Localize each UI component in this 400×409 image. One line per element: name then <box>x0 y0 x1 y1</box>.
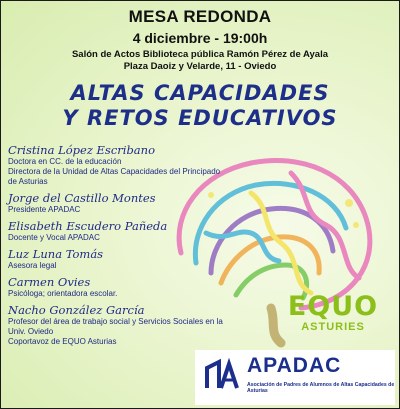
speaker-item <box>8 303 223 347</box>
main-title-line-1: ALTAS CAPACIDADES <box>70 81 330 105</box>
apadac-name: APADAC <box>247 354 342 377</box>
event-header <box>1 7 399 73</box>
speaker-item <box>8 191 223 215</box>
main-title-line-2: Y RETOS EDUCATIVOS <box>62 106 338 130</box>
speaker-name: Jorge del Castillo Montes <box>8 191 156 205</box>
speaker-item <box>8 275 223 299</box>
speaker-item <box>8 219 223 243</box>
speaker-role: Profesor del área de trabajo social y Servicios Sociales en la Univ. Oviedo Coportavoz de EQUO Asturias <box>8 317 223 346</box>
venue-line-1: Salón de Actos Biblioteca pública Ramón Pérez de Ayala <box>71 49 329 60</box>
main-title <box>1 81 399 131</box>
speaker-item <box>8 143 223 187</box>
equo-region: ASTURIES <box>301 321 365 333</box>
speaker-name: Cristina López Escribano <box>8 143 155 157</box>
speaker-name: Luz Luna Tomás <box>8 247 104 261</box>
event-title: MESA REDONDA <box>128 7 272 26</box>
speaker-name: Elisabeth Escudero Pañeda <box>8 219 168 233</box>
apadac-logo-icon <box>203 358 239 394</box>
apadac-subtitle: Asociación de Padres de Alumnos de Altas Capacidades de Asturias <box>247 382 395 394</box>
speakers-list <box>8 143 223 351</box>
speaker-item <box>8 247 223 271</box>
speaker-role: Presidente APADAC <box>8 205 81 214</box>
equo-logo <box>281 293 385 333</box>
venue-line-2: Plaza Daoiz y Velarde, 11 - Oviedo <box>123 61 277 72</box>
speaker-role: Doctora en CC. de la educación Directora de la Unidad de Altas Capacidades del Principado de Asturias <box>8 157 221 186</box>
speaker-name: Nacho González García <box>8 303 145 317</box>
speaker-role: Psicóloga; orientadora escolar. <box>8 289 118 298</box>
speaker-role: Asesora legal <box>8 261 57 270</box>
speaker-role: Docente y Vocal APADAC <box>8 233 100 242</box>
event-venue <box>1 49 399 73</box>
speaker-name: Carmen Ovies <box>8 275 91 289</box>
apadac-banner <box>195 350 395 405</box>
event-date: 4 diciembre - 19:00h <box>132 30 268 46</box>
equo-wordmark: EQUO <box>287 291 379 322</box>
